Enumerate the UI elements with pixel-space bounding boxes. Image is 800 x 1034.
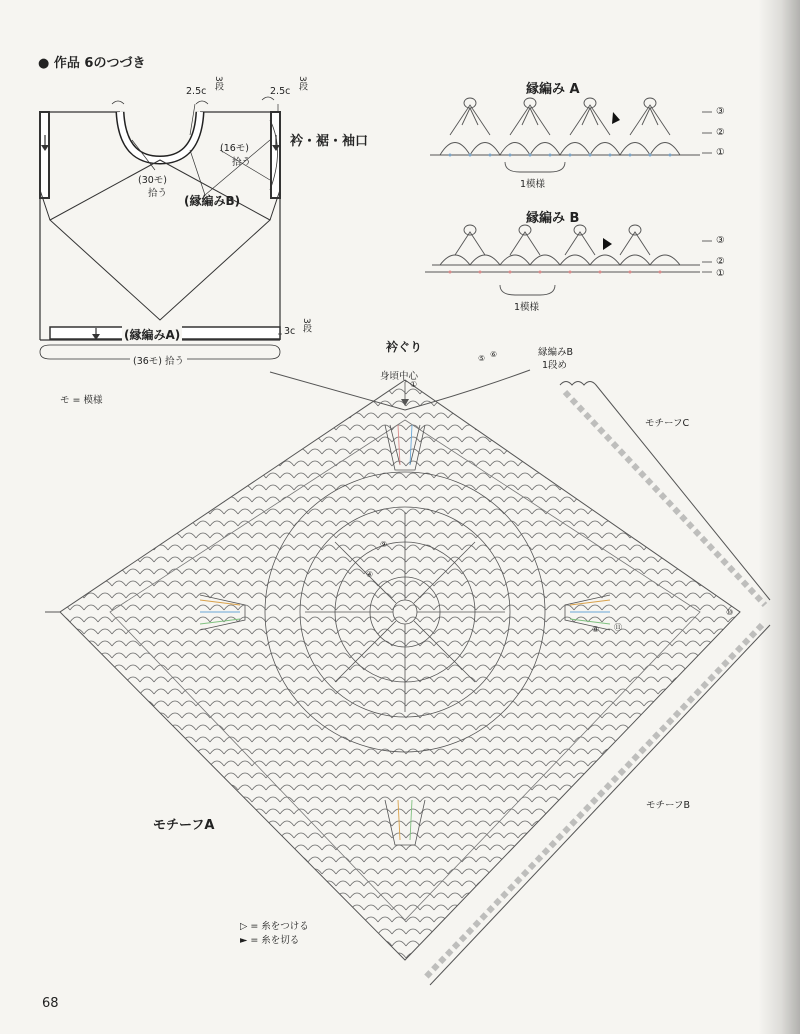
edging-b-row1: ① (716, 268, 725, 279)
edging-b-row3: ③ (716, 235, 725, 246)
edging-b-note: 縁編みB (538, 347, 574, 358)
edging-a-row2: ② (716, 127, 725, 138)
neckline-label: 衿ぐり (386, 340, 423, 354)
num-5: ⑤ (478, 354, 486, 363)
rows-top-right: 3段 (297, 76, 307, 91)
page-number: 68 (42, 996, 59, 1011)
edge-label: 衿・裾・袖口 (290, 134, 369, 149)
legend-mo: モ = 模様 (60, 395, 103, 406)
legend-attach: ▷ = 糸をつける (240, 921, 309, 932)
edging-a-title: 縁編み A (526, 82, 580, 97)
edging-a-repeat: 1模様 (520, 179, 546, 190)
measure-bottom: 3c (284, 326, 296, 337)
measure-top-left: 2.5c (186, 86, 207, 97)
legend-cut: ► = 糸を切る (240, 935, 300, 946)
edging-b-repeat: 1模様 (514, 302, 540, 313)
rows-top-left: 3段 (213, 76, 223, 91)
edging-a-row1: ① (716, 147, 725, 158)
num-4: ④ (366, 570, 374, 579)
num-11: ⑪ (614, 623, 622, 632)
num-1: ① (410, 380, 418, 389)
pick-36: (36モ) 拾う (130, 353, 187, 367)
motif-a-label: モチーフA (153, 818, 215, 833)
rows-bottom: 3段 (301, 318, 311, 333)
motif-b-label: モチーフB (646, 800, 691, 811)
measure-top-right: 2.5c (270, 86, 291, 97)
pick-30: (30モ) (138, 175, 168, 186)
edging-b-title: 縁編み B (526, 211, 580, 226)
edging-b-row2: ② (716, 256, 725, 267)
motif-c-label: モチーフC (645, 418, 690, 429)
edging-b-callout: (縁編みB) (184, 194, 241, 208)
num-10: ⑩ (726, 608, 734, 617)
front-center-label: 身頃中心 (380, 371, 419, 382)
edging-a-row3: ③ (716, 106, 725, 117)
pick-16-sub: 拾う (232, 157, 252, 168)
pick-30-sub: 拾う (148, 188, 168, 199)
num-9: ⑨ (380, 540, 388, 549)
num-8: ⑧ (592, 625, 600, 634)
section-title: ● 作品 6のつづき (38, 56, 146, 71)
row1-note: 1段め (542, 360, 568, 371)
num-6: ⑥ (490, 350, 498, 359)
edging-a-callout: (縁編みA) (124, 328, 181, 342)
pick-16: (16モ) (220, 143, 250, 154)
